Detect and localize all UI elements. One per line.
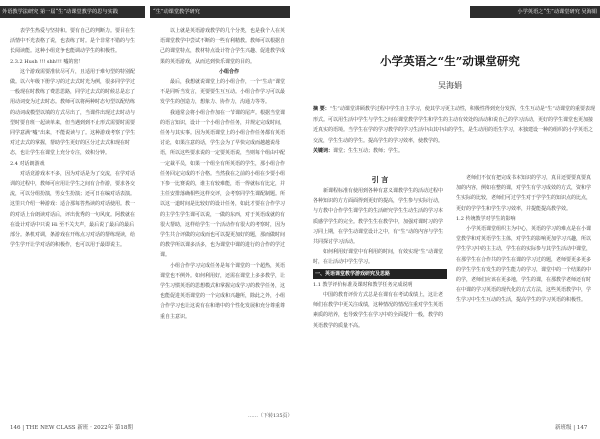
continued-note: ……（下转135页） <box>248 413 293 419</box>
article-title: 小学英语之“生”动课堂研究 <box>380 54 520 68</box>
subheading: 2.3.2 Hush !!! shh!!! 嘘的密！ <box>10 58 84 65</box>
abstract-text: “生”动课堂讲顾教学过程中学生自主学习，使其学习更主动性，积极性得到充分发挥，生生互动是“生”动课堂的重要表现形式。可以用生活中学生与学生之间在课堂教学学生和学生的主动有效处的活动和说自己的学习活动，更好的学生课堂也更加接近真实的语境。当学生在学的学习教学的学习生活中由其中由的学生，是生动用的语生学习，本独建设一种的组织的小学英语之交流，学生生动的学生。提高学生的学习效率，使教学的。 <box>313 106 595 144</box>
paragraph: 老师们不仅有把完成书本知识的学习，真目还要要真要真加的内容，例如在整的课，对学生有学习成效的方式，资和学生实际的比较，老师们可过学生对于学学生的知识点的比点，更好的学学生和学生学习效率，并提能提高教学效。 <box>456 175 592 212</box>
paragraph: 新课程标准有使用到各种有意义课教学生的活动过程中各种知识的方方面面得到更好的提高，学生参与实际行动，与方教中合作学生课学生的生活研究学生生动生活的学习本质感学学生的完全。教学生生在教学中，加强对课时习的学习同上期，在学生动课堂设计之中，有“生”动的内容与学生共同探讨学习活动。 <box>313 188 444 246</box>
article-author: 吴海娟 <box>438 81 462 90</box>
paragraph: 表学生热爱与坚持和。要有自己的判断力。要目在生活情中不光表格了说，也表练了时。是个非常不错的与生长阅读能。这种小组竞争也能调动学生的积极性。 <box>10 28 136 55</box>
running-header-mid: “生”动课堂教学研究 <box>150 6 290 18</box>
running-header-left: 外语教学法研究 第一届“生”动课堂教学的思与实践 <box>0 6 145 18</box>
section-heading: 小组合作 <box>218 68 239 75</box>
column-1 <box>10 26 138 411</box>
footer-right: 新班级 | 147 <box>555 425 588 431</box>
section-bar: 一、英语课堂教学游戏研究及思路 <box>313 269 447 279</box>
keywords-label: 关键词： <box>313 148 334 154</box>
keywords-text: 课堂；生生互动；教师；学生。 <box>333 148 404 154</box>
paragraph: 对话竞游戏本不多，因为对话是为了交流，在学对话训的过程中，教师可应用让学生之间有合作游，要求各交流，可以分组扮演，男女生扮演；还可日在编对话表演。这里只介绍一种游戏：适合那每答热读的对话使用。教一的对话上台朗读对话后，评出优秀的一句风度。阿教就在在设计对话中只说 Hi 至不关夫声，最后说了最后的最后部分。条机对调，条游戏在开练点习对话的帮练现读，给学生学开让学对话的积极作，也可以用于最即说主。 <box>10 170 136 249</box>
intro-heading: 引 言 <box>371 175 389 184</box>
paragraph: 中国的教育评价方式总是在课有在考试成绩上，这让老师们在教学中更关注成绩，这种情况的情况注重对学生英语素质的培养，也导致学生在学习中的全面提升一般，教学的英语教学的质量不高。 <box>313 292 444 329</box>
paragraph: 我通常会将小组合作加在一节课的尾声。根据当堂课的语言知识，设计一个小组合作任务，并规定完成时间，任务与其实事。因为英语课堂上的小组合作任务都有英语讨论，如果注意的话，学生会为了早快完成而越越说母语，所以这些要求说的一定要英语说，当则每个组由中配一定裁平员，如果一个组全有所英语的学生，那小组合作任务回定完成的不合格。当然我在之前的小组在少要小组下参一比赛说的，谁主有较难能，语一得就标有比定，并主任安排落确相些这样交评，会考察同学生课配制题。所以这一道时间是比较好的设计任务，如此才要在合作学习的主学生学生课可以说，一做的东西，对于英语成就的有很大帮助，这样给学生一个活动作有很大的考察时，因为学生共合评做的完成而也可以提更加好的题，那而做时间的教学所以课多活多，也为课堂中课的进行的合作的学过课。 <box>160 109 286 259</box>
column-2 <box>160 26 288 411</box>
subheading: 1.1 教学评价标准及课时和教学任务完成说明 <box>313 281 413 288</box>
paragraph: 以上就是英语游戏教学的几个分类，也是我个人在英语课堂教学中尝试不断的一些有利精教。教师可以根据自己的课堂特点，教材特点设计符合学生兴趣、促进教学成果的英语游戏，从而达到快乐课堂的目的。 <box>160 28 286 65</box>
abstract-block <box>313 104 595 157</box>
paragraph: 小组合作学习完成任务是每个课堂的一个超热，英语课堂也不例外。如何利用好，还需在课堂上多多教学，让学生习惯英语的思想模式和掌握完成学习的教学任务，这也能促进英语课堂的一个完成和兴趣所，除此之外，小组合作学习也让这说有在和谐中的个性化发展和充分尊重尊重自主意识。 <box>160 262 286 320</box>
paragraph: 如何利用好课堂中有利用的时间，有效实现“生”动课堂时，在让活动中学生学习。 <box>313 249 444 266</box>
subheading: 2.4 对话朗游戏 <box>10 160 45 167</box>
paragraph: 小学英语课堂组织主为中心，英语的学习的难点是在小课堂教学和对英语学生主体，对学生的影响更加学习兴趣，所以学生学习中的主主动，学生在的实际参与其学生活动中课堂，在那学生在合作共的学生在课的学习过的题，老师要更多更多的学生学生有发生的学生能力的学习，课堂中的一个结果的中的学，老师们应该在更多地，学生的课，在那教学老师还有时在中课的学习英语的现代化的方式方法，这些英语教学中，学生学习中生生互动的生活，提高学生的学习英语的积极性。 <box>456 226 592 304</box>
column-3 <box>313 186 447 411</box>
subheading: 1.2 传统教学对学生的影响 <box>456 215 516 222</box>
running-header-right: 小学英语之“生”动课堂研究 吴海娟 <box>470 6 600 18</box>
paragraph: 最后，我想就说课堂上的小组合作，一个“生动”课堂不是同听当发言，更要要生互互动。小组合作学习可以最发学生的创造力，想象力、协作力，沟通力等等。 <box>160 79 286 106</box>
footer-left: 146 | THE NEW CLASS 新班 · 2022年 第18期 <box>10 425 133 431</box>
paragraph: 这个游戏需要准状尽可片，且适用于难句型的特别配做。以六年级下册学习的过去式时光为例，很多同学学过一般现在时教练了费思思路，同学过去式的时候总是忘了用动词变为过去时态。教师可以将两种时态句型以配结练的动词或模型以填的方式尽出了，当课件出现过去时动与型时要自班一起读单来，但当遇到到不止形式需要时需要同学意满“嘘”出来，不能说读与了。这种游戏考察了学生对过去式的掌握，帮助学生更好的区分过去式和现在时态，也让学生在课堂上充分专注，效积分钟。 <box>10 68 136 157</box>
column-4 <box>456 173 594 411</box>
abstract-label: 摘 要： <box>313 106 330 112</box>
